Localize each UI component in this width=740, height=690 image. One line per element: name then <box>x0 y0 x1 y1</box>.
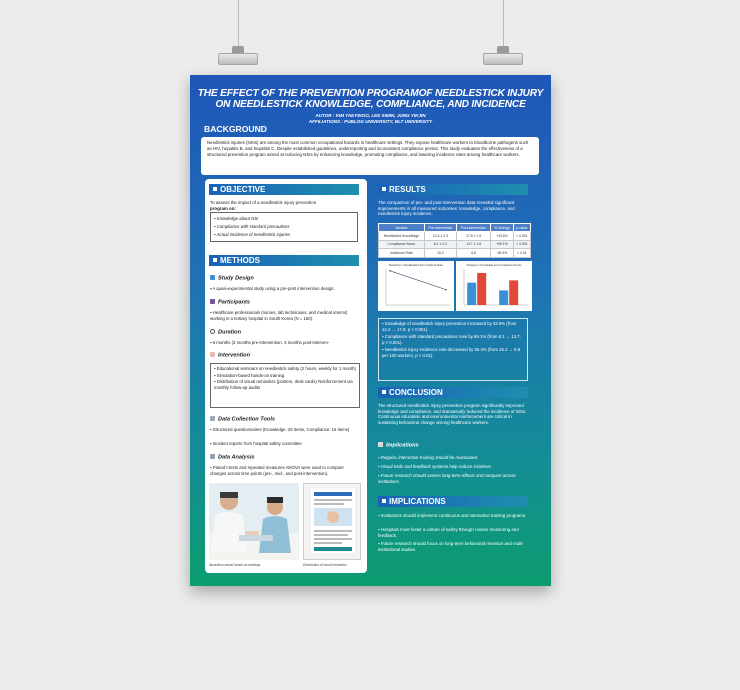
title-line-1: THE EFFECT OF THE PREVENTION PROGRAMOF NEEDLESTICK INJURY <box>197 88 544 99</box>
document-icon <box>210 275 215 280</box>
implications-subtitle: Implications <box>378 442 419 449</box>
table-cell: -55.3% <box>491 249 514 258</box>
methods-heading: METHODS <box>209 255 359 266</box>
table-cell: Compliance Score <box>379 240 425 249</box>
incidence-line <box>390 271 446 290</box>
score-bar <box>499 290 508 305</box>
table-cell: 6.8 <box>457 249 491 258</box>
table-header: % Change <box>491 224 514 232</box>
finding-item: ▪ Needlestick injury incidence rate decreased by 55.3% (from 15.2 → 6.8 per 100 workers, p < 0.01). <box>382 347 521 358</box>
table-cell: 8.1 ± 2.0 <box>424 240 456 249</box>
participants-text: ▪ Healthcare professionals (nurses, lab technicians, and medical interns) working in a tertiary hospital in South Korea (N = 150). <box>210 310 348 321</box>
implications-item: ▪ Hospitals must foster a culture of safety through routine monitoring and feedback. <box>378 527 519 538</box>
background-box <box>201 137 539 175</box>
hanging-wire-right <box>503 0 504 48</box>
table-header: p-value <box>513 224 530 232</box>
objective-heading: OBJECTIVE <box>209 184 359 195</box>
table-cell: Incidence Rate <box>379 249 425 258</box>
table-row <box>379 232 531 241</box>
intervention-item: ▪ Simulation-based hands-on training <box>214 372 285 378</box>
intervention-item: ▪ Educational seminars on needlestick safety (2 hours, weekly for 1 month) <box>214 366 356 371</box>
photo-caption-1: Illustration-based hands-on trainings <box>209 563 261 567</box>
implication-item: ▪ Regular, interactive training should be maintained. <box>378 455 479 460</box>
list-icon <box>378 442 383 447</box>
poster-title <box>196 88 545 110</box>
data-collection-item: ▪ Incident reports from hospital safety committee <box>210 441 302 446</box>
duration-title: Duration <box>210 329 241 336</box>
finding-item: ▪ Knowledge of needlestick injury prevention increased by 43.5% (from 12.4 → 17.8, p < 0.001). <box>382 321 517 332</box>
objective-item: ▪ Actual incidence of needlestick injuries <box>214 232 291 238</box>
table-cell: 13.7 ± 1.8 <box>457 240 491 249</box>
incidence-point <box>445 289 447 291</box>
table-header: Pre-intervention <box>424 224 456 232</box>
table-cell: +69.1% <box>491 240 514 249</box>
objective-list <box>210 212 358 242</box>
intervention-item: ▪ Distribution of visual reminders (posters, desk cards) Reinforcement via monthly follow-up audits <box>214 379 353 390</box>
results-intro: The comparison of pre- and post-intervention data revealed significant improvements in all measured outcomes: knowledge, compliance, and needlestick injury incidence. <box>378 200 515 217</box>
conclusion-text: The structured needlestick injury prevention program significantly improved knowledge and compliance, and dramatically reduced the incidence of NSIs. Continuous education and environmental reinforcement are critical in sustaining behavioral change among healthcare workers. <box>378 403 527 425</box>
score-bar <box>467 283 476 305</box>
clipboard-icon <box>210 352 215 357</box>
table-cell: 15.2 <box>424 249 456 258</box>
poster <box>190 75 551 586</box>
table-cell: < 0.01 <box>513 249 530 258</box>
implications-item: ▪ Future research should focus on long-term behavioral retention and multi-institutional studies. <box>378 541 524 552</box>
affiliation-line: AFFILIATIONS : PUBLOG UNIVERSITY, BLT UNIVERSITY <box>308 119 433 124</box>
photo-caption-2: Distribution of visual reminders <box>303 563 347 567</box>
hanging-wire-left <box>238 0 239 48</box>
implications-item: ▪ Institutions should implement continuous and interactive training programs. <box>378 513 527 518</box>
table-row <box>379 240 531 249</box>
data-collection-item: ▪ Structured questionnaires (Knowledge: 20 items, Compliance: 15 items) <box>210 427 350 432</box>
binder-clip-right <box>483 46 523 66</box>
scores-chart <box>456 261 532 311</box>
table-row <box>379 249 531 258</box>
results-heading: RESULTS <box>378 184 528 195</box>
implication-item: ▪ Future research should assess long-term effects and compare across institutions. <box>378 473 516 484</box>
finding-item: ▪ Compliance with standard precautions rose by 69.1% (from 8.1 → 13.7, p < 0.001). <box>382 334 521 345</box>
intervention-list <box>210 363 360 408</box>
background-text: Needlestick injuries (NSIs) are among the most common occupational hazards in healthcare settings. They expose healthcare workers to bloodborne pathogens such as HIV, hepatitis B, and hepatitis C. Despite established guidelines, underreporting and inconsistent compliance persist. This study evaluates the effectiveness of a structured prevention program aimed at reducing NSIs by enhancing knowledge, promoting compliance, and lowering incidence rates among healthcare workers. <box>207 140 529 157</box>
data-collection-title: Data Collection Tools <box>210 416 275 423</box>
implications-heading: IMPLICATIONS <box>378 496 528 507</box>
binder-clip-left <box>218 46 258 66</box>
table-header: Variable <box>379 224 425 232</box>
bar-chart-icon <box>210 454 215 459</box>
chart-title: Reduction in Needlestick Injury Incidence Rate <box>389 264 443 267</box>
background-heading: BACKGROUND <box>204 124 268 134</box>
data-analysis-text: ▪ Paired t-tests and repeated measures ANOVA were used to compare changes across time points (pre-, mid-, and post-intervention). <box>210 465 344 476</box>
results-findings <box>378 318 528 381</box>
chart-title: Changes in Knowledge and Compliance Scores <box>466 264 522 267</box>
table-cell: +43.5% <box>491 232 514 241</box>
table-cell: Needlestick Knowledge <box>379 232 425 241</box>
study-design-title: Study Design <box>210 275 254 282</box>
training-photo <box>209 483 299 560</box>
clock-icon <box>210 329 215 334</box>
data-analysis-title: Data Analysis <box>210 454 254 461</box>
conclusion-heading: CONCLUSION <box>378 387 528 398</box>
score-bar <box>477 273 486 305</box>
intervention-title: Intervention <box>210 352 250 359</box>
people-icon <box>210 299 215 304</box>
incidence-point <box>389 270 391 272</box>
study-design-text: ▪ A quasi-experimental study using a pre-post intervention design. <box>210 286 335 291</box>
implication-item: ▪ Visual tools and feedback systems help reduce incidents. <box>378 464 492 469</box>
table-cell: 12.4 ± 2.3 <box>424 232 456 241</box>
incidence-chart <box>378 261 454 311</box>
title-line-2: ON NEEDLESTICK KNOWLEDGE, COMPLIANCE, AND INCIDENCE <box>215 99 526 110</box>
table-cell: 17.8 ± 1.9 <box>457 232 491 241</box>
duration-text: ▪ 6 months (3 months pre-intervention, 3 months post-interven- <box>210 340 330 345</box>
tools-icon <box>210 416 215 421</box>
reminder-photo <box>303 483 361 560</box>
table-cell: < 0.001 <box>513 240 530 249</box>
table-header: Post-intervention <box>457 224 491 232</box>
table-header-row <box>379 224 531 232</box>
table-cell: < 0.001 <box>513 232 530 241</box>
participants-title: Participants <box>210 299 250 306</box>
author-line: AUTOR : KIM TAEYWOO, LEE SIMIN, JUNG YIKJIN <box>315 113 426 118</box>
score-bar <box>509 280 518 305</box>
results-table <box>378 223 531 258</box>
objective-intro: To assess the impact of a needlestick injury prevention program on: <box>210 200 317 211</box>
left-panel <box>205 179 367 573</box>
objective-item: ▪ Compliance with standard precautions <box>214 224 290 230</box>
objective-item: ▪ Knowledge about NSI <box>214 216 259 221</box>
